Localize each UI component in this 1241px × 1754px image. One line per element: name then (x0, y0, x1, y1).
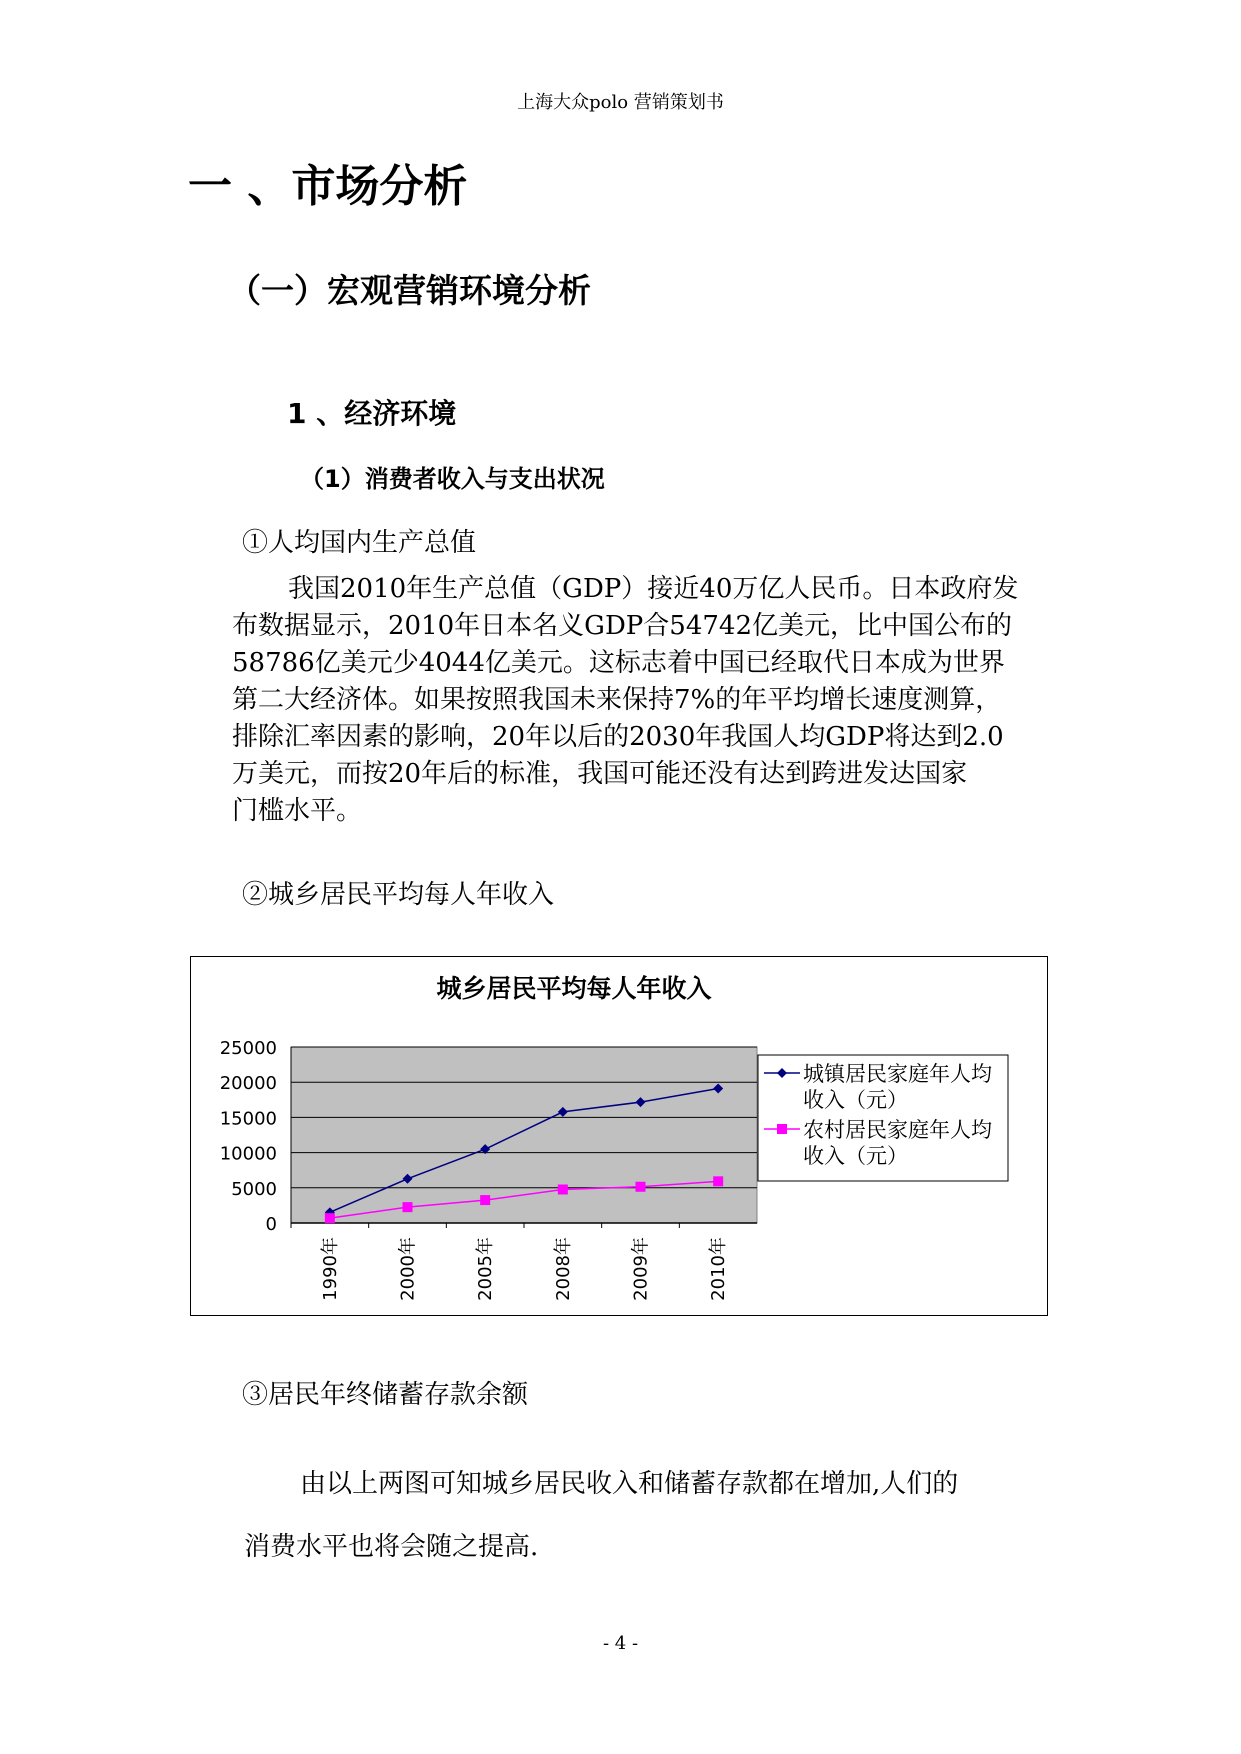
paragraph-line: 布数据显示，2010年日本名义GDP合54742亿美元，比中国公布的 (232, 611, 1012, 641)
legend-label: 农村居民家庭年人均 (803, 1118, 992, 1142)
income-line-chart (191, 957, 1047, 1315)
legend-label: 收入（元） (803, 1144, 908, 1168)
paragraph-line: 我国2010年生产总值（GDP）接近40万亿人民币。日本政府发 (288, 574, 1019, 604)
x-tick-label: 2010年 (708, 1237, 730, 1301)
y-tick-label: 5000 (231, 1178, 277, 1200)
y-tick-label: 20000 (219, 1073, 277, 1095)
legend-label: 城镇居民家庭年人均 (803, 1062, 992, 1086)
paragraph-line: 第二大经济体。如果按照我国未来保持7%的年平均增长速度测算， (232, 685, 1002, 715)
data-point (558, 1184, 568, 1194)
legend-label: 收入（元） (803, 1088, 908, 1112)
section-heading-market-analysis: 一 、市场分析 (188, 161, 468, 212)
x-tick-label: 2000年 (397, 1237, 419, 1301)
item-heading-savings: ③居民年终储蓄存款余额 (242, 1380, 529, 1410)
page-number: - 4 - (602, 1633, 639, 1654)
y-tick-label: 0 (265, 1214, 277, 1235)
x-tick-label: 2005年 (475, 1237, 497, 1301)
income-chart-frame (190, 956, 1048, 1316)
paragraph-conclusion (244, 1453, 1064, 1579)
paragraph-line: 万美元，而按20年后的标准，我国可能还没有达到跨进发达国家 (232, 759, 968, 789)
plot-area (291, 1047, 757, 1223)
data-point (480, 1195, 490, 1205)
legend-swatch-marker (777, 1124, 787, 1134)
y-tick-label: 10000 (219, 1143, 277, 1165)
data-point (325, 1213, 335, 1223)
paragraph-line: 消费水平也将会随之提高. (244, 1532, 539, 1562)
subsection-heading-macro-environment: （一）宏观营销环境分析 (228, 271, 591, 310)
chart-title: 城乡居民平均每人年收入 (436, 974, 712, 1003)
data-point (403, 1202, 413, 1212)
paragraph-line: 58786亿美元少4044亿美元。这标志着中国已经取代日本成为世界 (232, 648, 1005, 678)
x-tick-label: 2008年 (552, 1237, 574, 1301)
y-tick-label: 15000 (219, 1108, 277, 1130)
x-tick-label: 2009年 (630, 1237, 652, 1301)
subsection-heading-consumer-income: （1）消费者收入与支出状况 (300, 465, 605, 493)
item-heading-gdp: ①人均国内生产总值 (242, 528, 477, 558)
x-tick-label: 1990年 (319, 1237, 341, 1301)
y-tick-label: 25000 (219, 1038, 277, 1059)
subsection-heading-economic-environment: 1 、经济环境 (287, 397, 457, 430)
data-point (636, 1182, 646, 1192)
paragraph-line: 排除汇率因素的影响，20年以后的2030年我国人均GDP将达到2.0 (232, 722, 1004, 752)
page-header: 上海大众polo 营销策划书 (517, 92, 724, 113)
paragraph-line: 门槛水平。 (232, 796, 363, 826)
paragraph-gdp (232, 571, 1052, 830)
data-point (713, 1176, 723, 1186)
item-heading-income: ②城乡居民平均每人年收入 (242, 880, 555, 910)
paragraph-line: 由以上两图可知城乡居民收入和储蓄存款都在增加,人们的 (300, 1469, 959, 1499)
